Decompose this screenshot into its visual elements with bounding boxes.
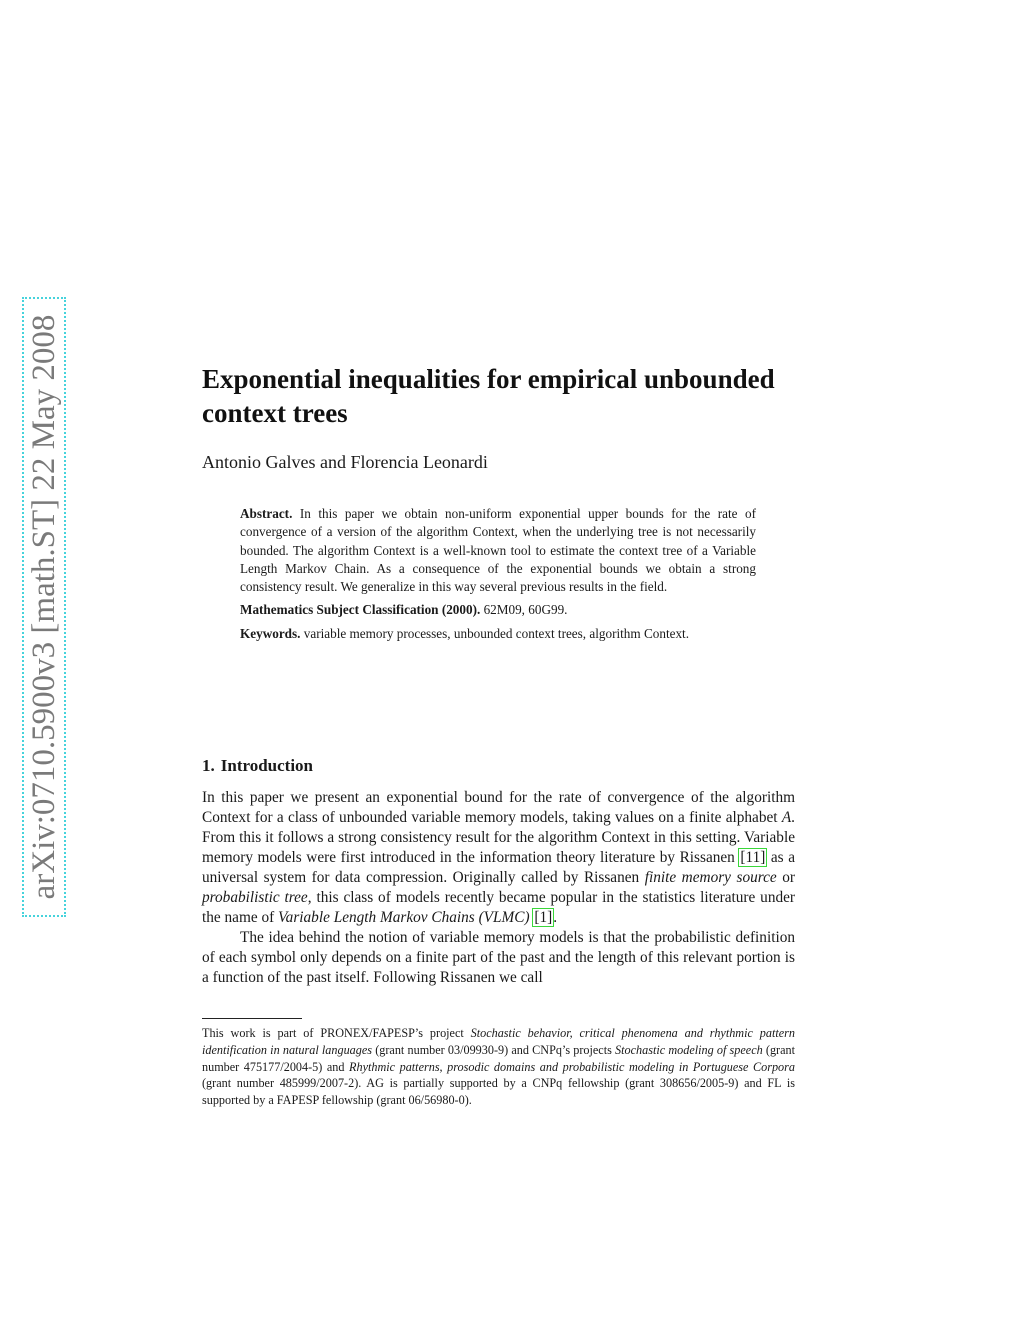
para1-text-3: as a universal system for data compression. Originally called by Rissanen bbox=[202, 849, 795, 886]
footnote-text-3: (grant number 475177/2004-5) and bbox=[202, 1042, 795, 1074]
footnote-project-3: Rhythmic patterns, prosodic domains and probabilistic modeling in Portuguese Corpora bbox=[349, 1059, 795, 1074]
msc-value: 62M09, 60G99. bbox=[483, 602, 568, 618]
citation-link-rissanen[interactable]: [11] bbox=[740, 849, 766, 866]
keywords-line bbox=[240, 625, 756, 643]
footnote-rule bbox=[202, 1018, 302, 1019]
keywords-value: variable memory processes, unbounded context trees, algorithm Context. bbox=[303, 625, 690, 641]
section-title: Introduction bbox=[220, 756, 314, 775]
para1-text-2: . From this it follows a strong consistency result for the algorithm Context in this setting. Variable memory models were first introduced in the information theory literature by Rissanen bbox=[202, 809, 795, 866]
intro-paragraph-2: The idea behind the notion of variable memory models is that the probabilistic definition of each symbol only depends on a finite part of the past and the length of this relevant portion is a function of the past itself. Following Rissanen we call bbox=[202, 929, 795, 986]
alphabet-symbol: A bbox=[781, 809, 792, 826]
msc-line bbox=[240, 601, 756, 619]
footnote-project-1: Stochastic behavior, critical phenomena and rhythmic pattern identification in natural languages bbox=[202, 1026, 795, 1057]
footnote bbox=[202, 1025, 795, 1109]
authors: Antonio Galves and Florencia Leonardi bbox=[202, 452, 488, 472]
section-number: 1. bbox=[202, 756, 215, 775]
footnote-text-4: (grant number 485999/2007-2). AG is partially supported by a CNPq fellowship (grant 308656/2005-9) and FL is supported by a FAPESP fellowship (grant 06/56980-0). bbox=[202, 1076, 795, 1108]
footnote-text-2: (grant number 03/09930-9) and CNPq’s projects bbox=[372, 1042, 616, 1057]
abstract-label: Abstract. bbox=[240, 506, 293, 521]
body-text bbox=[202, 788, 795, 988]
para1-text-5: , this class of models recently became popular in the statistics literature under the name of bbox=[202, 889, 795, 926]
abstract-text: In this paper we obtain non-uniform exponential upper bounds for the rate of convergence of a version of the algorithm Context, when the underlying tree is not necessarily bounded. The algorithm Context is a well-known tool to estimate the context tree of a Variable Length Markov Chain. As a consequence of the exponential bounds we obtain a strong consistency result. We generalize in this way several previous results in the field. bbox=[240, 506, 756, 595]
footnote-project-2: Stochastic modeling of speech bbox=[615, 1042, 763, 1057]
abstract-block bbox=[240, 505, 756, 648]
footnote-text-1: This work is part of PRONEX/FAPESP’s project bbox=[202, 1026, 471, 1040]
paper-title: Exponential inequalities for empirical unbounded context trees bbox=[202, 364, 775, 428]
intro-paragraph-1 bbox=[202, 788, 795, 928]
msc-label: Mathematics Subject Classification (2000). bbox=[240, 602, 481, 618]
abstract bbox=[240, 505, 756, 596]
arxiv-identifier-stamp: arXiv:0710.5900v3 [math.ST] 22 May 2008 bbox=[22, 297, 66, 917]
citation-link-vlmc[interactable]: [1] bbox=[534, 909, 553, 926]
para1-text-1: In this paper we present an exponential bound for the rate of convergence of the algorithm Context for a class of unbounded variable memory models, taking values on a finite alphabet bbox=[202, 789, 795, 826]
section-heading bbox=[202, 756, 313, 776]
term-vlmc: Variable Length Markov Chains (VLMC) bbox=[278, 909, 530, 926]
term-finite-memory-source: finite memory source bbox=[644, 869, 777, 886]
para1-text-7: . bbox=[553, 909, 558, 926]
para1-text-4: or bbox=[776, 869, 795, 886]
keywords-label: Keywords. bbox=[240, 625, 301, 641]
term-probabilistic-tree: probabilistic tree bbox=[202, 889, 308, 906]
